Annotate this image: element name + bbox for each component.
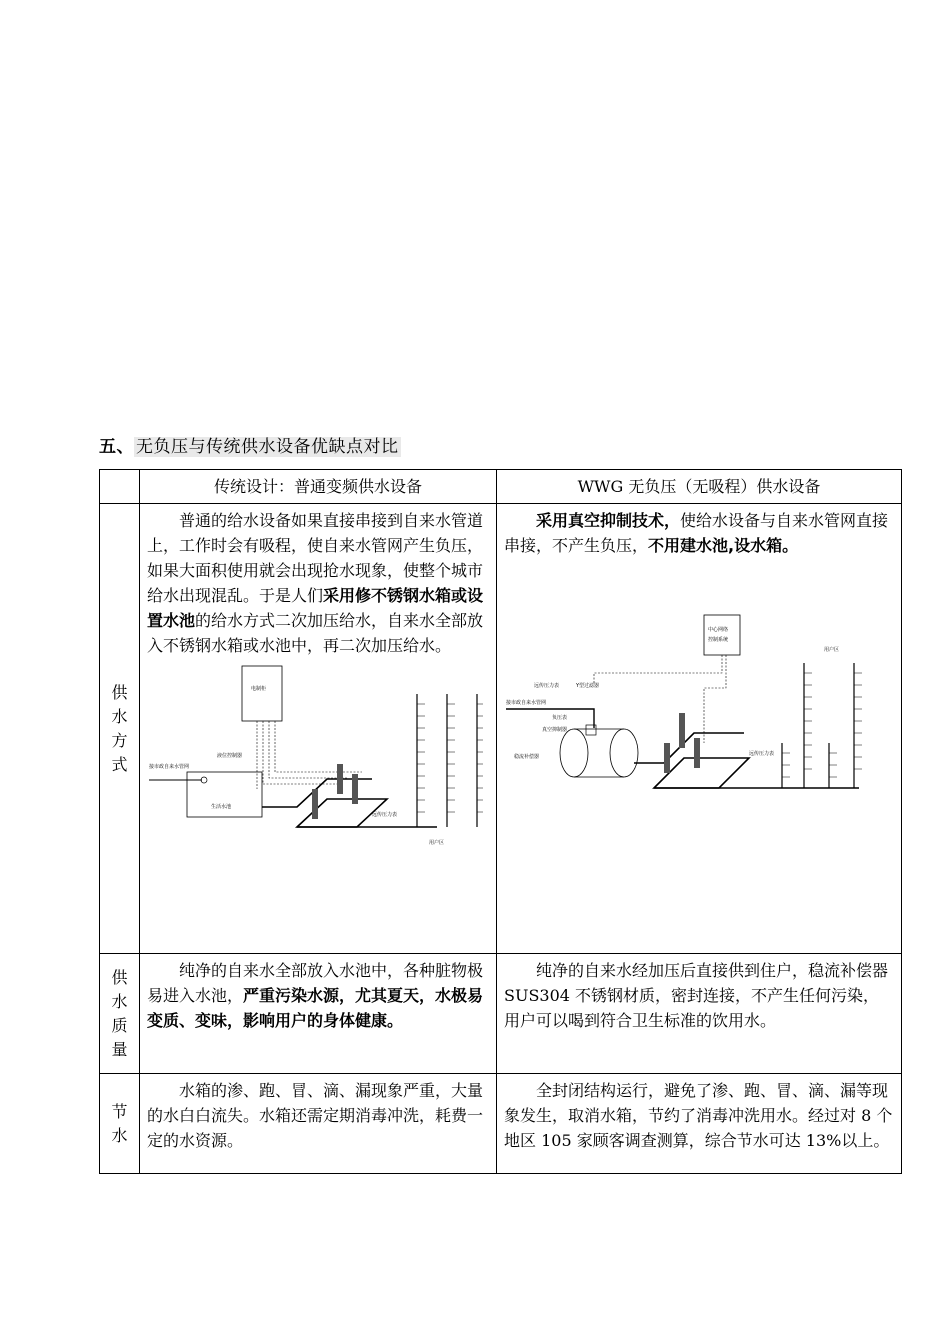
row-label-text: 供水方式 [111, 682, 128, 774]
cell-wwg-saving [497, 1074, 902, 1174]
section-number: 五、 [99, 437, 134, 457]
wwg-system-diagram [504, 613, 894, 873]
header-wwg: WWG 无负压（无吸程）供水设备 [497, 470, 902, 504]
text-span: 普通的给水设备如果直接串接到自来水管道上，工作时会有吸程，使自来水管网产生负压，如果大面积使用就会出现抢水现象，使整个城市给水出现混乱。于是人们 [147, 511, 484, 605]
diag-neg-gauge-label: 负压表 [552, 715, 568, 721]
text-span: 的给水方式二次加压给水，自来水全部放入不锈钢水箱或水池中，再二次加压给水。 [147, 611, 484, 655]
row-label-text: 节水 [111, 1101, 128, 1145]
section-heading [99, 432, 401, 457]
wwg-saving-text: 全封闭结构运行，避免了渗、跑、冒、滴、漏等现象发生，取消水箱，节约了消毒冲洗用水。经过对 8 个地区 105 家顾客调查测算，综合节水可达 13%以上。 [504, 1081, 893, 1150]
table-header-row [100, 470, 902, 504]
corner-cell [100, 470, 140, 504]
wwg-supply-text [504, 508, 894, 558]
traditional-supply-text [147, 508, 489, 658]
diag-control-line1: 中心网络 [708, 627, 729, 633]
diag-float-label: 液位控制器 [217, 753, 243, 759]
diag-inlet-label: 接市政自来水管网 [506, 700, 547, 706]
diag-compensator-label: 稳流补偿器 [514, 754, 540, 760]
table-row-supply-method [100, 504, 902, 954]
row-label-water-saving [100, 1074, 140, 1174]
cell-traditional-supply [140, 504, 497, 954]
row-label-supply-quality [100, 954, 140, 1074]
diag-inlet-label: 接市政自来水管网 [149, 764, 190, 770]
text-span: 纯净的自来水全部放入水池中，各种脏物极易进入水池， [147, 961, 484, 1005]
traditional-system-diagram [147, 664, 487, 859]
diag-transmitter-out-label: 远传压力表 [749, 751, 775, 757]
table-row-supply-quality [100, 954, 902, 1074]
table-row-water-saving [100, 1074, 902, 1174]
cell-wwg-quality [497, 954, 902, 1074]
diag-transmitter-label: 远传压力表 [372, 812, 398, 818]
diag-control-line2: 控制系统 [708, 637, 729, 643]
diag-user-label: 用户区 [824, 647, 840, 653]
row-label-supply-method [100, 504, 140, 954]
cell-traditional-saving [140, 1074, 497, 1174]
section-title: 无负压与传统供水设备优缺点对比 [136, 437, 399, 457]
diag-user-label: 用户区 [429, 840, 445, 846]
cell-wwg-supply [497, 504, 902, 954]
bold-span: 不用建水池,设水箱。 [648, 536, 799, 555]
traditional-quality-text [147, 958, 489, 1033]
header-traditional: 传统设计：普通变频供水设备 [140, 470, 497, 504]
row-label-text: 供水质量 [111, 967, 128, 1059]
bold-span: 采用真空抑制技术， [536, 511, 681, 530]
diag-cabinet-label: 电制柜 [251, 686, 267, 692]
cell-traditional-quality [140, 954, 497, 1074]
diag-filter-label: Y型过滤器 [576, 683, 600, 689]
traditional-saving-text: 水箱的渗、跑、冒、滴、漏现象严重，大量的水白白流失。水箱还需定期消毒冲洗，耗费一定的水资源。 [147, 1081, 484, 1150]
diag-vacuum-label: 真空抑制器 [542, 727, 568, 733]
bold-span: 严重污染水源，尤其夏天，水极易变质、变味，影响用户的身体健康。 [147, 986, 484, 1030]
wwg-quality-text: 纯净的自来水经加压后直接供到住户，稳流补偿器 SUS304 不锈钢材质，密封连接，不产生任何污染，用户可以喝到符合卫生标准的饮用水。 [504, 961, 889, 1030]
comparison-table [99, 469, 902, 1174]
bold-span: 采用修不锈钢水箱或设置水池 [147, 586, 484, 630]
diag-transmitter-top-label: 远传压力表 [534, 683, 560, 689]
text-span: 使给水设备与自来水管网直接串接，不产生负压， [504, 511, 889, 555]
diag-tank-label: 生活水池 [211, 804, 232, 810]
